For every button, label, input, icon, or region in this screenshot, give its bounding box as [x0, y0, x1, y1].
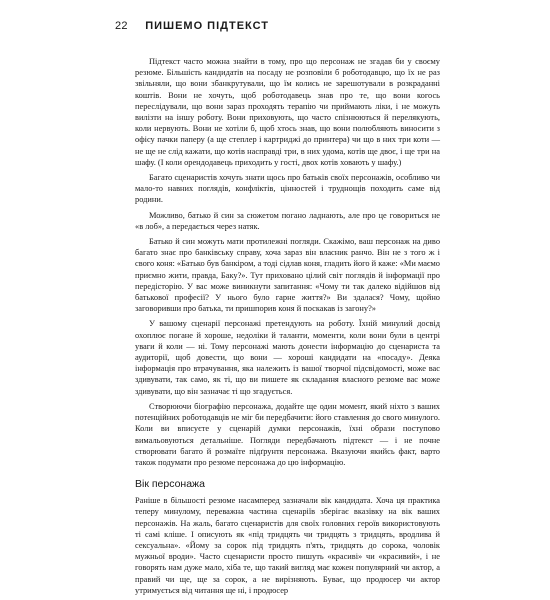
running-title: ПИШЕМО ПІДТЕКСТ [145, 20, 269, 32]
paragraph: У вашому сценарії персонажі претендують на роботу. Їхній минулий досвід охоплює погане й хороше, недоліки й таланти, моменти, коли вони були в центрі уваги й коли — ні. Тому персонажі мають донести інформацію до сценариста та аудиторії, щоб довести, що вони — хороші кандидати на «посаду». Деяка інформація про втрачування, яка належить із вашої творчої підсвідомості, може вас здивувати, так само, як ті, що ви пишете як складання власного резюме вас може здивувати, що він зазначає ті що згадується. [135, 319, 440, 396]
paragraph: Раніше в більшості резюме насамперед зазначали вік кандидата. Хоча ця практика теперу минулому, переважна частина сценаріїв зберігає вказівку на вік ваших персонажів. На жаль, багато сценаристів для своїх головних героїв використовують ті самі кліше. І описують як «під тридцять чи тридцять з тридцять, вродлива й сексуальна». «Йому за сорок під тридцять п'ять, тридцять до сорока, чоловік мужньої вроди». Часто сценаристи просто пишуть «красиві» чи «красивий», і не говорять нам дуже мало, хіба те, що такий вигляд має кожен популярний чи актор, а правий чи ще, ще за сорок, а не вирізняють. Буває, що продюсер чи актор утримується від читання ще ні, і продюсер [135, 496, 440, 595]
page-number: 22 [115, 20, 128, 32]
paragraph: Підтекст часто можна знайти в тому, про що персонаж не згадав би у своєму резюме. Більшість кандидатів на посаду не розповіли б роботодавцю, що їх не раз звільняли, що вони збанкрутували, що їм колись не зарешотували в розкраданні коштів. Вони не хочуть, щоб роботодавець знав про те, що вони когось переслідували, що вони зараз проходять терапію чи приймають ліки, і не можуть вилізти на іншу роботу. Вони приховують, що часто спізнюються й перелякують, коли нервують. Вони не хотіли б, щоб хтось знав, що вони полюбляють виносити з офісу пачки паперу (а ще степлер і картриджі до принтера) чи що в них три коти — не ще не слід кажати, що котів насправді три, в них удома, котів ще двоє, і ще три на шафу. (І коли орендодавець приходить у гості, двох котів ховають у шафу.) [135, 57, 440, 167]
paragraph: Можливо, батько й син за сюжетом погано ладнають, але про це говориться не «в лоб», а передається через натяк. [135, 210, 440, 231]
page-body [135, 56, 440, 600]
running-header [115, 20, 269, 32]
paragraph: Створюючи біографію персонажа, додайте ще один момент, який ніхто з ваших потенційних роботодавців не міг би передбачити: його ставлення до свого минулого. Коли ви вписуєте у сценарій думки персонажів, їхні образи поступово вимальовуються детальніше. Погляди передбачають підтекст — і не почне створювати багато й розмаїте підґрунтя персонажа. Вказуючи якийсь факт, варто також подумати про резюме персонажа до цю інформацію. [135, 401, 440, 467]
paragraph: Батько й син можуть мати протилежні погляди. Скажімо, ваш персонаж на диво багато знає про банківську справу, хоча зараз він власник ранчо. Він не з того ж і свого коня: «Батько був банкіром, а тоді сідлав коня, гладить його й каже: «Ми маємо приємно жити, правда, Баку?». Тут приховано цілий світ поглядів й інформації про передісторію. У вас може виникнути запитання: «Чому ти так далеко відійшов від батькової професії? У нього було гарне життя?» Ви здалася? Чому, щойно заговоривши про батька, ти пришпорив коня й поскакав із загону?» [135, 237, 440, 314]
section-heading: Вік персонажа [135, 478, 205, 491]
paragraph: Багато сценаристів хочуть знати щось про батьків своїх персонажів, особливо чи мало-то навних поглядів, конфліктів, цінностей і труднощів походить саме від родини. [135, 173, 440, 205]
